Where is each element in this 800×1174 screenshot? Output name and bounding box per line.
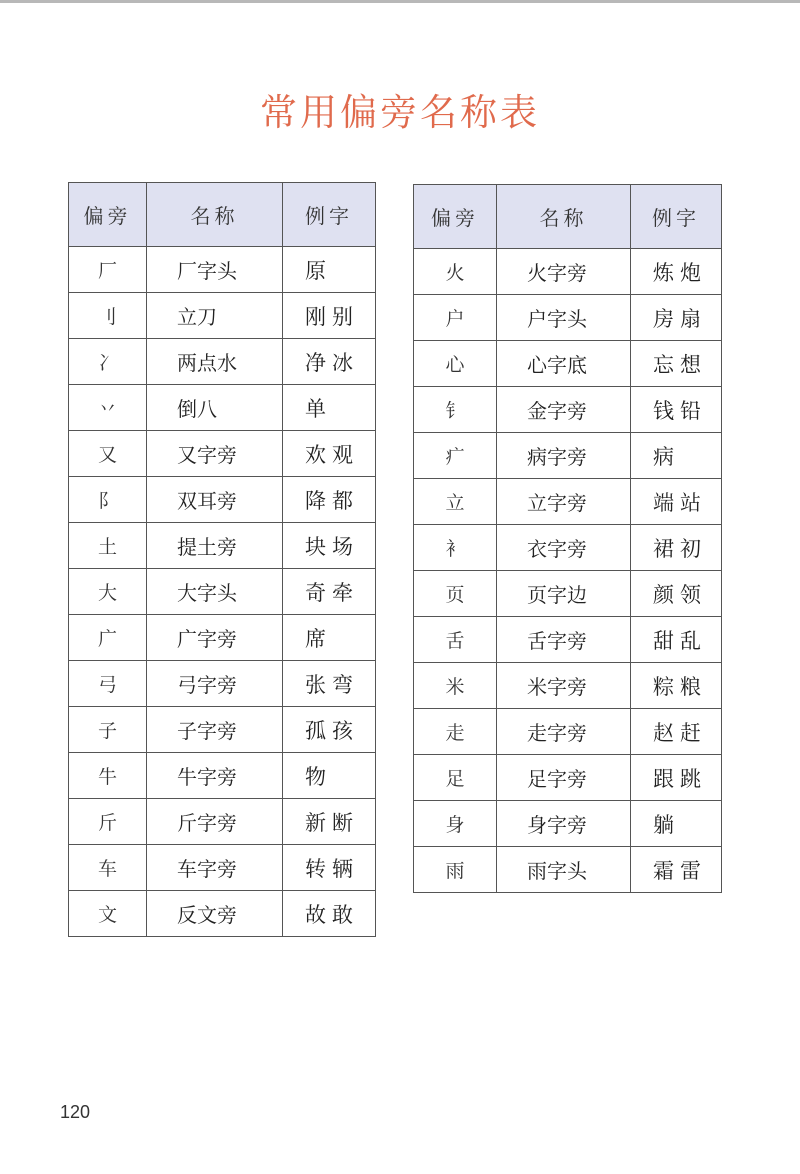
example-cell: 甜乱 [631, 617, 722, 663]
name-cell: 弓字旁 [147, 661, 283, 707]
example-cell: 净冰 [283, 339, 376, 385]
table-row [414, 341, 722, 387]
example-cell: 单 [283, 385, 376, 431]
radical-cell: 火 [414, 249, 497, 295]
radical-cell: 车 [69, 845, 147, 891]
example-cell: 霜雷 [631, 847, 722, 893]
radical-cell: 走 [414, 709, 497, 755]
radical-cell: 文 [69, 891, 147, 937]
example-cell: 奇牵 [283, 569, 376, 615]
radical-cell: 米 [414, 663, 497, 709]
radical-cell: 衤 [414, 525, 497, 571]
radical-cell: 厂 [69, 247, 147, 293]
name-cell: 病字旁 [497, 433, 631, 479]
table-row [69, 339, 376, 385]
name-cell: 斤字旁 [147, 799, 283, 845]
name-cell: 户字头 [497, 295, 631, 341]
top-border-line [0, 0, 800, 3]
table-row [414, 801, 722, 847]
radical-cell: 阝 [69, 477, 147, 523]
radical-cell: 心 [414, 341, 497, 387]
radical-cell: 舌 [414, 617, 497, 663]
table-row [414, 571, 722, 617]
example-cell: 新断 [283, 799, 376, 845]
example-cell: 裙初 [631, 525, 722, 571]
name-cell: 子字旁 [147, 707, 283, 753]
name-cell: 雨字头 [497, 847, 631, 893]
example-cell: 张弯 [283, 661, 376, 707]
name-cell: 两点水 [147, 339, 283, 385]
table-row [69, 891, 376, 937]
example-cell: 颜领 [631, 571, 722, 617]
example-cell: 席 [283, 615, 376, 661]
name-cell: 车字旁 [147, 845, 283, 891]
radical-cell: 斤 [69, 799, 147, 845]
header-radical: 偏旁 [414, 185, 497, 249]
table-row [414, 663, 722, 709]
table-row [69, 385, 376, 431]
table-row [414, 479, 722, 525]
table-row [69, 431, 376, 477]
table-row [69, 569, 376, 615]
name-cell: 火字旁 [497, 249, 631, 295]
table-row [414, 709, 722, 755]
name-cell: 心字底 [497, 341, 631, 387]
name-cell: 厂字头 [147, 247, 283, 293]
name-cell: 双耳旁 [147, 477, 283, 523]
example-cell: 物 [283, 753, 376, 799]
table-row [69, 247, 376, 293]
name-cell: 立字旁 [497, 479, 631, 525]
example-cell: 忘想 [631, 341, 722, 387]
table-row [414, 295, 722, 341]
example-cell: 跟跳 [631, 755, 722, 801]
radical-cell: 弓 [69, 661, 147, 707]
example-cell: 粽粮 [631, 663, 722, 709]
radical-table-right [413, 184, 722, 893]
example-cell: 刚别 [283, 293, 376, 339]
name-cell: 牛字旁 [147, 753, 283, 799]
table-row [414, 525, 722, 571]
example-cell: 降都 [283, 477, 376, 523]
radical-cell: 户 [414, 295, 497, 341]
example-cell: 欢观 [283, 431, 376, 477]
header-name: 名称 [147, 183, 283, 247]
radical-cell: 刂 [69, 293, 147, 339]
name-cell: 走字旁 [497, 709, 631, 755]
radical-cell: 土 [69, 523, 147, 569]
example-cell: 躺 [631, 801, 722, 847]
radical-cell: 牛 [69, 753, 147, 799]
header-example: 例字 [283, 183, 376, 247]
name-cell: 倒八 [147, 385, 283, 431]
example-cell: 炼炮 [631, 249, 722, 295]
name-cell: 又字旁 [147, 431, 283, 477]
radical-cell: 足 [414, 755, 497, 801]
table-row [414, 755, 722, 801]
name-cell: 身字旁 [497, 801, 631, 847]
name-cell: 广字旁 [147, 615, 283, 661]
example-cell: 转辆 [283, 845, 376, 891]
example-cell: 赵赶 [631, 709, 722, 755]
example-cell: 孤孩 [283, 707, 376, 753]
name-cell: 页字边 [497, 571, 631, 617]
table-row [414, 433, 722, 479]
table-header-row [69, 183, 376, 247]
name-cell: 舌字旁 [497, 617, 631, 663]
table-row [69, 753, 376, 799]
radical-cell: 立 [414, 479, 497, 525]
name-cell: 大字头 [147, 569, 283, 615]
name-cell: 衣字旁 [497, 525, 631, 571]
radical-cell: 钅 [414, 387, 497, 433]
table-row [414, 249, 722, 295]
name-cell: 立刀 [147, 293, 283, 339]
radical-cell: 页 [414, 571, 497, 617]
example-cell: 端站 [631, 479, 722, 525]
name-cell: 金字旁 [497, 387, 631, 433]
table-row [69, 799, 376, 845]
radical-cell: 子 [69, 707, 147, 753]
header-example: 例字 [631, 185, 722, 249]
header-radical: 偏旁 [69, 183, 147, 247]
radical-cell: 又 [69, 431, 147, 477]
radical-cell: 雨 [414, 847, 497, 893]
radical-table-left [68, 182, 376, 937]
radical-cell: 疒 [414, 433, 497, 479]
page-title: 常用偏旁名称表 [260, 91, 540, 134]
table-row [69, 661, 376, 707]
name-cell: 提土旁 [147, 523, 283, 569]
table-row [414, 387, 722, 433]
radical-cell: 丷 [69, 385, 147, 431]
example-cell: 房扇 [631, 295, 722, 341]
example-cell: 故敢 [283, 891, 376, 937]
table-row [69, 523, 376, 569]
radical-cell: 大 [69, 569, 147, 615]
table-row [69, 477, 376, 523]
radical-cell: 身 [414, 801, 497, 847]
name-cell: 足字旁 [497, 755, 631, 801]
table-header-row [414, 185, 722, 249]
table-row [69, 707, 376, 753]
table-row [69, 845, 376, 891]
header-name: 名称 [497, 185, 631, 249]
radical-cell: 广 [69, 615, 147, 661]
name-cell: 米字旁 [497, 663, 631, 709]
example-cell: 原 [283, 247, 376, 293]
name-cell: 反文旁 [147, 891, 283, 937]
table-row [414, 617, 722, 663]
example-cell: 钱铅 [631, 387, 722, 433]
example-cell: 块场 [283, 523, 376, 569]
page-number: 120 [60, 1102, 91, 1122]
table-row [414, 847, 722, 893]
radical-cell: 冫 [69, 339, 147, 385]
table-row [69, 615, 376, 661]
example-cell: 病 [631, 433, 722, 479]
table-row [69, 293, 376, 339]
